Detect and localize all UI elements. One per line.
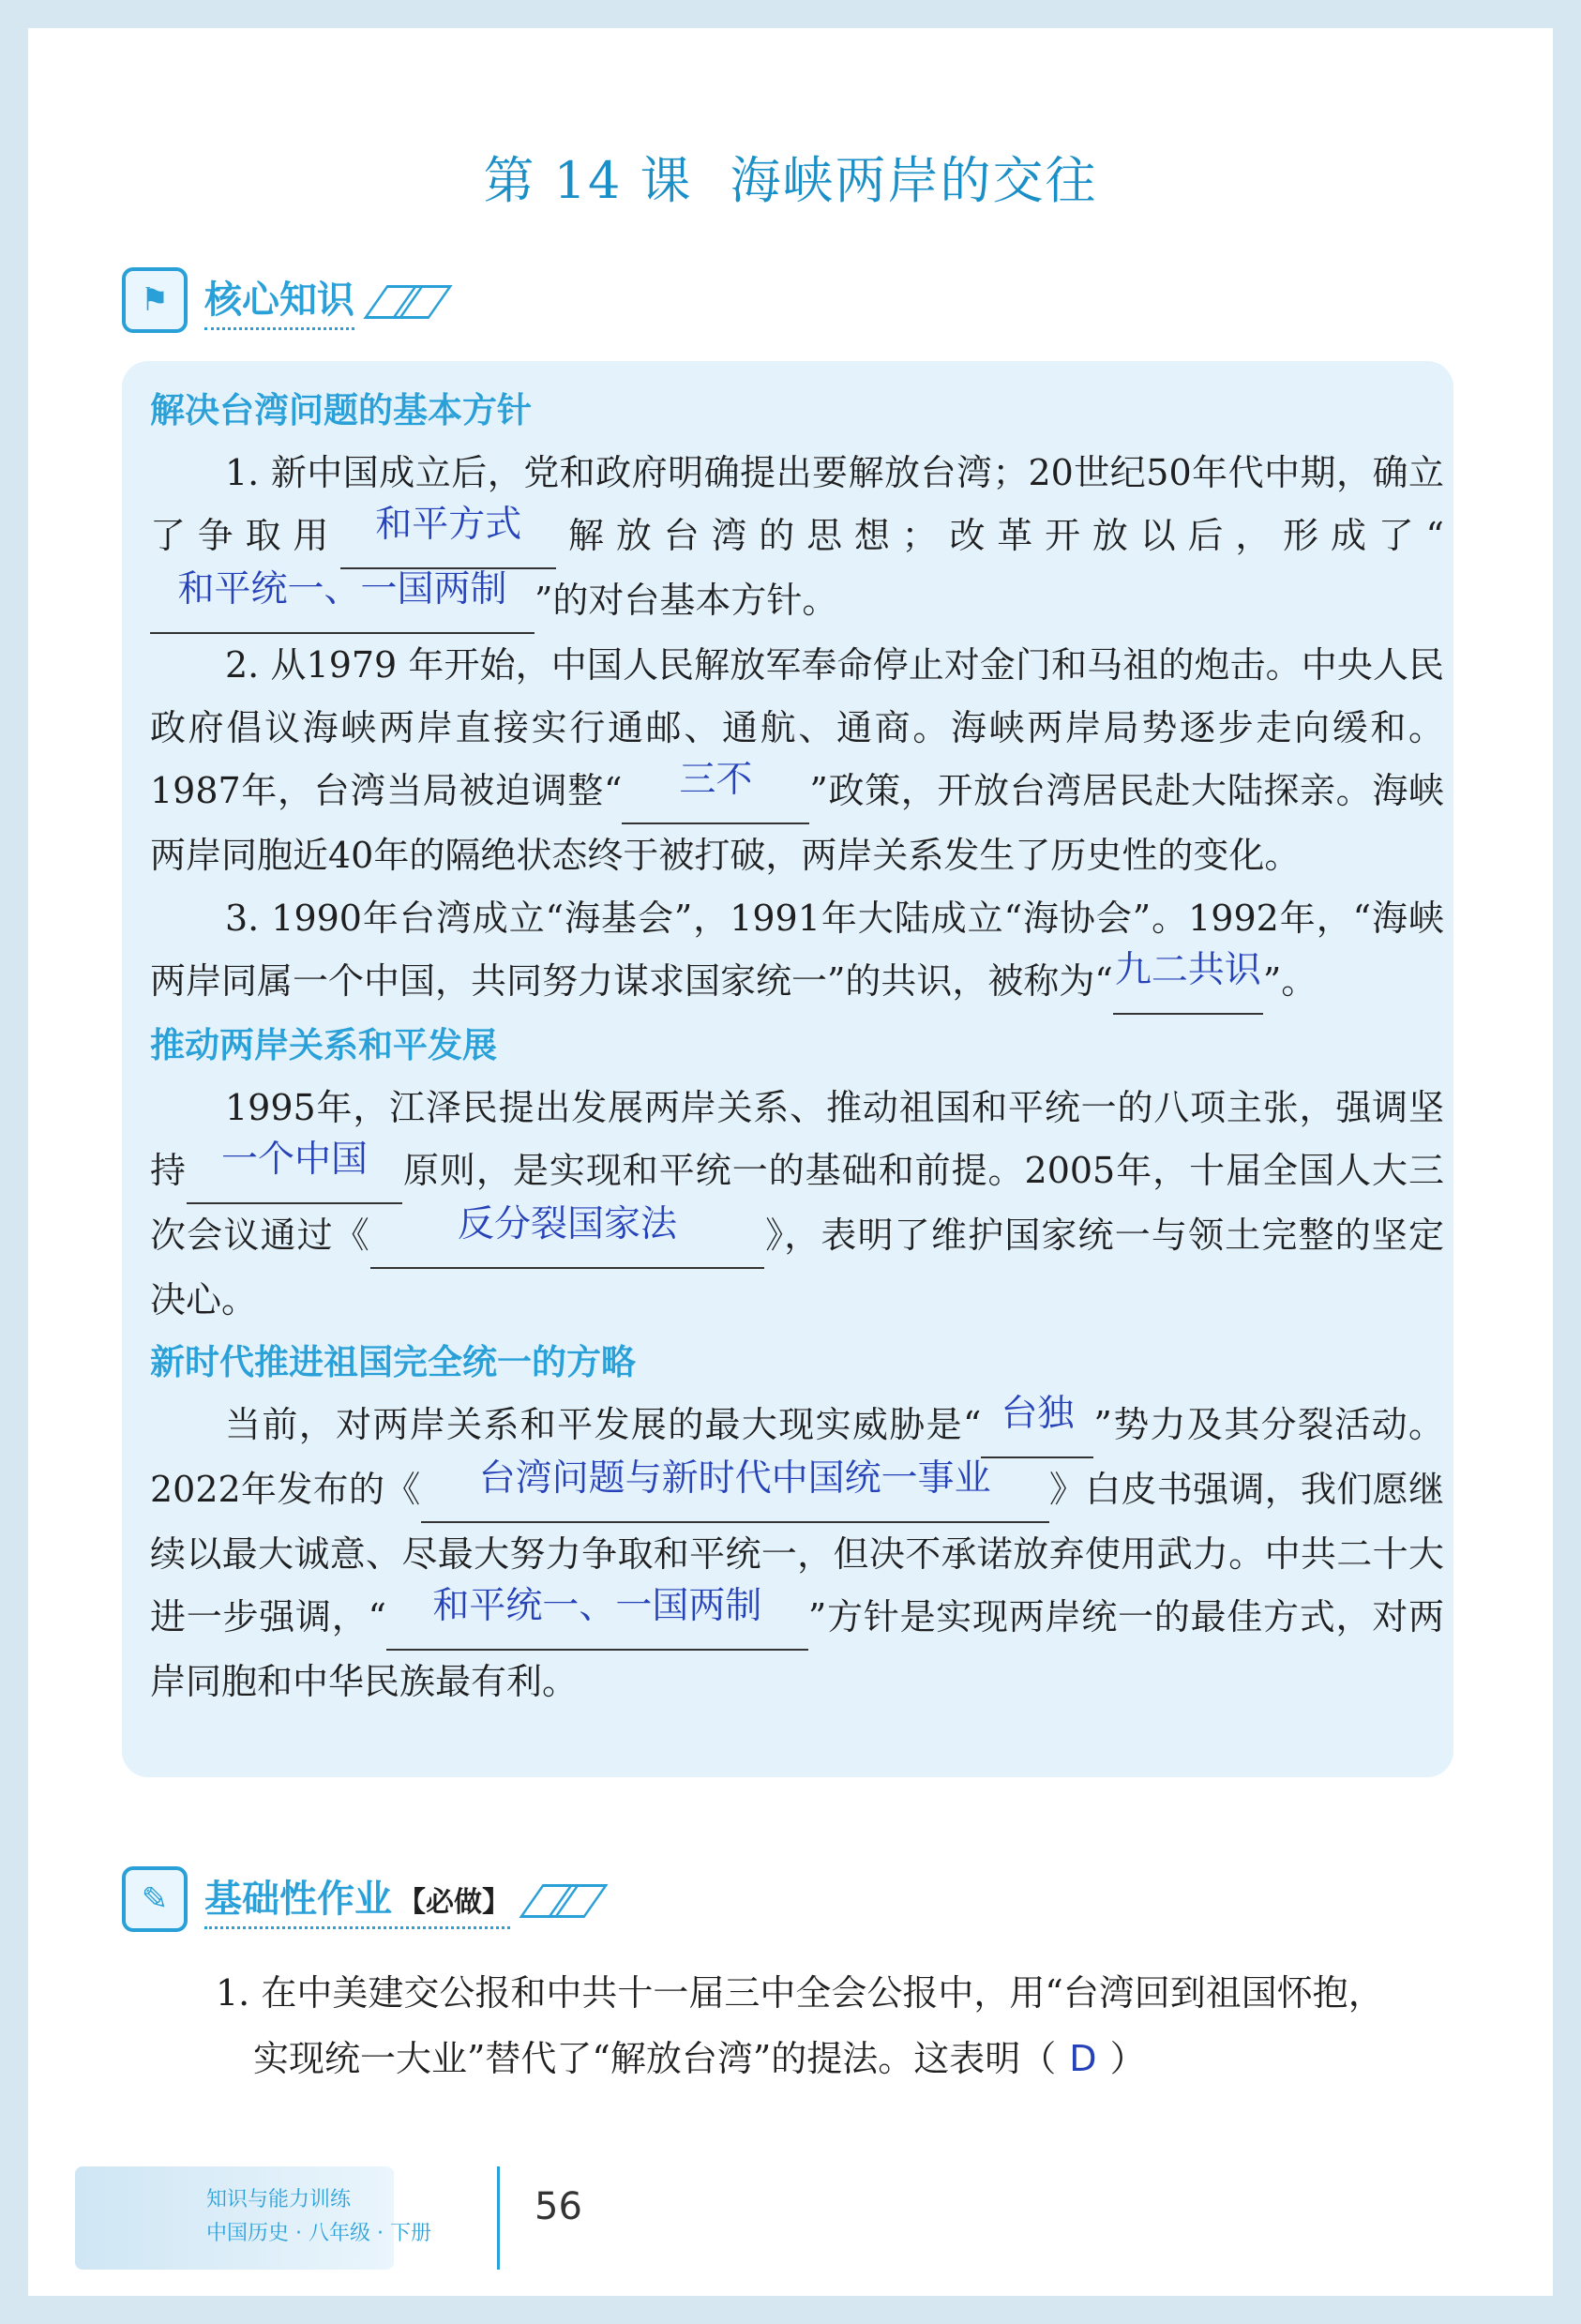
question-1-line-2	[216, 2026, 1453, 2091]
answer-text: 台独	[1001, 1393, 1075, 1435]
blank-answer	[421, 1458, 1049, 1523]
lesson-topic: 海峡两岸的交往	[730, 151, 1098, 210]
question-1-stem: 实现统一大业”替代了“解放台湾”的提法。这表明（	[253, 2038, 1057, 2079]
lesson-number: 第 14 课	[483, 151, 693, 210]
paragraph-2	[150, 634, 1444, 887]
homework-required-tag: 【必做】	[398, 1886, 510, 1919]
paragraph-5-text-c: 》白皮书强调，我们愿继续以最大诚意、尽最大努力争取和平统一，但决不承诺放弃使用武力。中共二十大进一步强调，“	[150, 1469, 1444, 1637]
paragraph-4-text-a: 1995年，江泽民提出发展两岸关系、推动祖国和平统一的八项主张，强调坚持	[150, 1087, 1444, 1191]
core-knowledge-header	[122, 263, 439, 338]
paragraph-5-text-a: 当前，对两岸关系和平发展的最大现实威胁是“	[225, 1404, 982, 1445]
paragraph-2-text-a: 2. 从1979 年开始，中国人民解放军奉命停止对金门和马祖的炮击。中央人民政府倡议海峡两岸直接实行通邮、通航、通商。海峡两岸局势逐步走向缓和。1987年，台湾当局被迫调整“	[150, 644, 1444, 811]
blank-answer	[386, 1586, 808, 1651]
answer-text: 和平方式	[375, 504, 522, 546]
paragraph-1	[150, 442, 1444, 634]
paragraph-2-text-b: ”政策，开放台湾居民赴大陆探亲。海峡两岸同胞近40年的隔绝状态终于被打破，两岸关系发生了历史性的变化。	[150, 770, 1444, 876]
answer-text: 和平统一、一国两制	[177, 568, 507, 611]
paragraph-3-text-b: ”。	[1262, 960, 1318, 1002]
paragraph-5-text-b: ”势力及其分裂活动。2022年发布的《	[150, 1404, 1444, 1510]
paragraph-4	[150, 1077, 1444, 1332]
question-1-answer: D	[1069, 2038, 1097, 2079]
paragraph-4-text-c: 》，表明了维护国家统一与领土完整的坚定决心。	[150, 1215, 1444, 1320]
blank-answer	[981, 1394, 1093, 1458]
footer	[75, 2166, 638, 2270]
footer-line-1: 知识与能力训练	[206, 2188, 352, 2211]
answer-text: 九二共识	[1114, 949, 1261, 991]
page-number: 56	[535, 2185, 582, 2228]
book-icon: ⚑	[122, 267, 188, 333]
paragraph-3-text-a: 3. 1990年台湾成立“海基会”，1991年大陆成立“海协会”。1992年，“海峡两岸同属一个中国，共同努力谋求国家统一”的共识，被称为“	[150, 898, 1444, 1002]
answer-text: 一个中国	[220, 1139, 368, 1181]
knowledge-content	[150, 380, 1444, 1713]
answer-text: 三不	[679, 759, 753, 801]
homework-content	[216, 1960, 1453, 2091]
paragraph-1-text-c: ”的对台基本方针。	[535, 580, 838, 621]
blank-answer	[340, 505, 556, 569]
subheading-peaceful-development: 推动两岸关系和平发展	[150, 1025, 497, 1065]
slash-decoration	[364, 281, 439, 319]
slash-decoration	[519, 1880, 595, 1918]
paragraph-1-text-a: 1. 新中国成立后，党和政府明确提出要解放台湾；20世纪50年代中期，确立了争取用	[150, 452, 1444, 556]
footer-book-title	[206, 2183, 431, 2251]
blank-answer	[370, 1204, 764, 1269]
paragraph-5	[150, 1394, 1444, 1713]
paragraph-1-text-b: 解放台湾的思想；改革开放以后，形成了“	[556, 515, 1444, 556]
homework-label-text: 基础性作业	[204, 1878, 392, 1921]
blank-answer	[150, 569, 535, 634]
paragraph-3	[150, 887, 1444, 1015]
page-title	[0, 141, 1581, 213]
blank-answer	[622, 760, 809, 824]
paragraph-5-text-d: ”方针是实现两岸统一的最佳方式，对两岸同胞和中华民族最有利。	[150, 1596, 1444, 1702]
question-1-close: ）	[1109, 2038, 1146, 2079]
homework-header	[122, 1862, 595, 1937]
homework-label	[204, 1869, 510, 1929]
subheading-basic-policy: 解决台湾问题的基本方针	[150, 390, 532, 430]
answer-text: 反分裂国家法	[457, 1203, 677, 1245]
core-knowledge-label: 核心知识	[204, 270, 354, 330]
blank-answer	[1113, 950, 1263, 1015]
blank-answer	[187, 1139, 402, 1204]
answer-text: 和平统一、一国两制	[432, 1585, 762, 1627]
footer-line-2: 中国历史 · 八年级 · 下册	[206, 2222, 431, 2245]
subheading-new-era: 新时代推进祖国完全统一的方略	[150, 1342, 636, 1382]
footer-divider	[497, 2166, 500, 2270]
brush-icon: ✎	[122, 1866, 188, 1932]
question-1-line-1: 1. 在中美建交公报和中共十一届三中全会公报中，用“台湾回到祖国怀抱，	[216, 1972, 1384, 2014]
answer-text: 台湾问题与新时代中国统一事业	[478, 1457, 991, 1500]
paragraph-4-text-b: 原则，是实现和平统一的基础和前提。2005年，十届全国人大三次会议通过《	[150, 1150, 1444, 1256]
